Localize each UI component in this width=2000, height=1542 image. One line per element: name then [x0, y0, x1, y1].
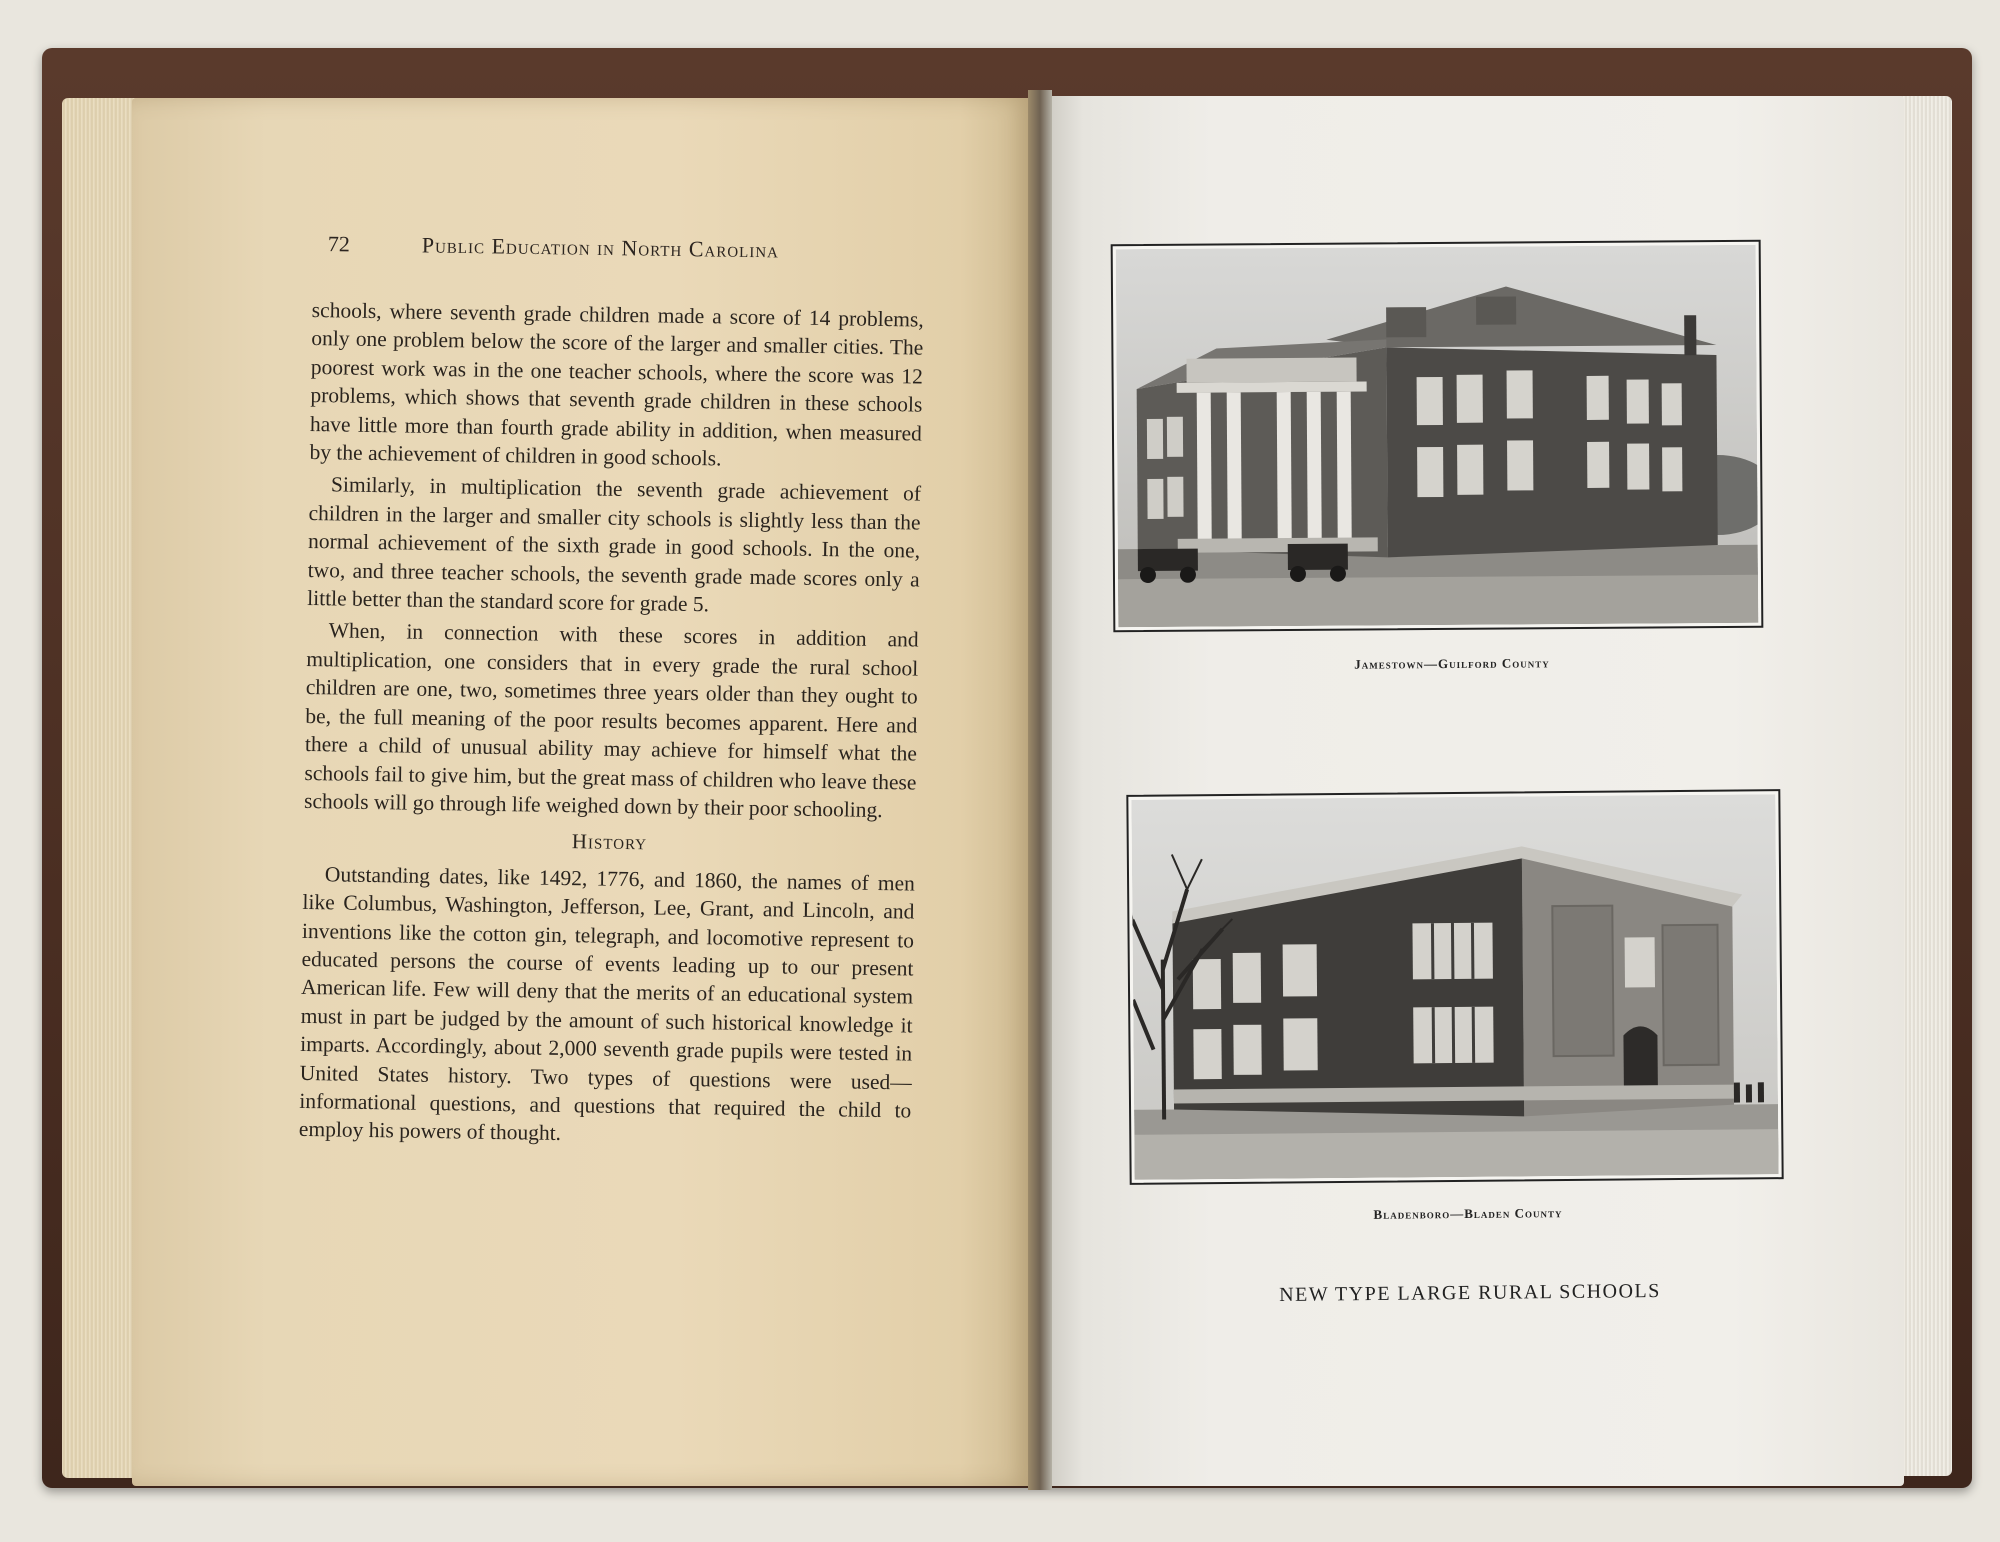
- caption-jamestown: Jamestown—Guilford County: [1354, 655, 1550, 672]
- paragraph: schools, where seventh grade children made a score of 14 problems, only one problem below the score of the larger and smaller cities. The poorest work was in the one teacher schools, where the score was 12 problems, which shows that seventh grade children in these schools have little more than fourth grade ability in addition, when measured by the achievement of children in good schools.: [309, 297, 924, 471]
- paragraph: Similarly, in multiplication the seventh grade achievement of children in the larger and smaller city schools is slightly less than the normal achievement of the sixth grade in good schools. In the one, two, and three teacher schools, the seventh grade made scores only a little better than the standard score for grade 5.: [307, 472, 922, 617]
- photo-bladenboro-school: [1131, 794, 1778, 1180]
- book-gutter: [1028, 90, 1052, 1490]
- section-heading: History: [571, 829, 648, 855]
- plate-title: NEW TYPE LARGE RURAL SCHOOLS: [1279, 1280, 1661, 1306]
- caption-bladenboro: Bladenboro—Bladen County: [1373, 1205, 1563, 1222]
- running-title: Public Education in North Carolina: [421, 232, 780, 263]
- page-number: 72: [327, 231, 351, 257]
- photo-jamestown-school: [1116, 245, 1759, 627]
- paragraph: When, in connection with these scores in addition and multiplication, one considers that in every grade the rural school children are one, two, sometimes three years older than they ought to be, the full meaning of the poor results becomes apparent. Here and there a child of unusual ability may achieve for himself what the schools fail to give him, but the great mass of children who leave these schools will go through life weighed down by their poor schooling.: [303, 618, 919, 822]
- photo-jamestown-frame: [1111, 240, 1764, 633]
- paragraph: Outstanding dates, like 1492, 1776, and 1860, the names of men like Columbus, Washington, Jefferson, Lee, Grant, and Lincoln, and inventions like the cotton gin, telegraph, and locomotive represent to educated persons the course of events leading up to our present American life. Few will deny that the merits of an educational system must in part be judged by the amount of such historical knowledge it imparts. Accordingly, about 2,000 seventh grade pupils were tested in United States history. Two types of questions were used—informational questions, and questions that required the child to employ his powers of thought.: [298, 861, 916, 1146]
- body-text: [299, 296, 924, 1157]
- photo-bladenboro-frame: [1126, 789, 1783, 1185]
